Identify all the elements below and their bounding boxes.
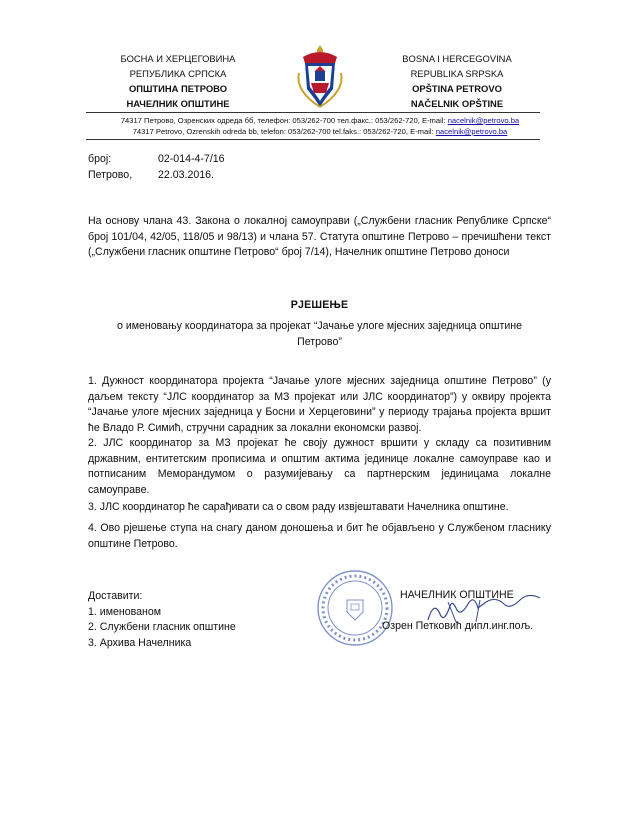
header-divider-top	[86, 112, 540, 113]
header-left-block	[73, 51, 283, 111]
signatory-title: НАЧЕЛНИК ОПШТИНЕ	[400, 589, 514, 601]
header-right-block	[352, 51, 562, 111]
decision-item-3: 3. ЈЛС координатор ће сарађивати са о свом раду извјештавати Начелника општине.	[88, 501, 509, 513]
coat-of-arms-icon	[293, 43, 347, 111]
header-left-entity: РЕПУБЛИКА СРПСКА	[129, 68, 227, 79]
signatory-name: Озрен Петковић дипл.инг.пољ.	[382, 620, 534, 632]
preamble-paragraph: На основу члана 43. Закона о локалној самоуправи („Службени гласник Републике Српске“ број 101/04, 42/05, 118/05 и 98/13) и члана 57. Статута општине Петрово – пречишћени текст („Службени гласник општине Петрово“ број 7/14), Начелник општине Петрово доноси	[88, 215, 551, 258]
decision-item-4: 4. Ово рјешење ступа на снагу даном доношења и бит ће објављено у Службеном гласнику општине Петрово.	[88, 522, 551, 550]
header-left-office: НАЧЕЛНИК ОПШТИНЕ	[126, 98, 230, 109]
delivery-item: 2. Службени гласник општине	[88, 621, 236, 633]
reference-date-value: 22.03.2016.	[158, 169, 214, 181]
header-divider-bottom	[86, 139, 540, 140]
contact-line-latin: 74317 Petrovo, Ozrenskih odreda bb, telefon: 053/262-700 tel.faks.: 053/262-720, E-mail: nacelnik@petrovo.ba	[132, 127, 508, 136]
email-link-cyrillic[interactable]: nacelnik@petrovo.ba	[447, 116, 520, 125]
decision-item-2: 2. ЈЛС координатор за МЗ пројекат ће своју дужност вршити у складу са позитивним државним, ентитетским прописима и општим актима јединице локалне самоуправе као и потписаним Меморандумом о разумијевању са партнерским јединицама локалне самоуправе.	[88, 437, 551, 496]
header-right-country: BOSNA I HERCEGOVINA	[402, 53, 512, 64]
email-link-latin[interactable]: nacelnik@petrovo.ba	[435, 127, 508, 136]
header-left-municipality: ОПШТИНА ПЕТРОВО	[128, 83, 228, 94]
reference-number-value: 02-014-4-7/16	[158, 153, 225, 165]
header-right-entity: REPUBLIKA SRPSKA	[410, 68, 504, 79]
delivery-item: 3. Архива Начелника	[88, 636, 192, 649]
contact-line-cyrillic: 74317 Петрово, Озренских одреда бб, телефон: 053/262-700 тел.факс.: 053/262-720, E-mail: nacelnik@petrovo.ba	[120, 116, 520, 125]
header-right-municipality: OPŠTINA PETROVO	[412, 83, 502, 94]
reference-number-label: број:	[88, 153, 112, 165]
reference-place-label: Петрово,	[88, 169, 133, 181]
delivery-heading: Доставити:	[88, 590, 143, 602]
header-left-country: БОСНА И ХЕРЦЕГОВИНА	[120, 53, 236, 64]
header-right-office: NAČELNIK OPŠTINE	[410, 98, 504, 109]
decision-title: РЈЕШЕЊЕ	[290, 299, 349, 311]
decision-subtitle: о именовању координатора за пројекат “Јачање улоге мјесних заједница општине Петрово”	[117, 320, 522, 348]
delivery-item: 1. именованом	[88, 605, 162, 618]
official-stamp-icon	[315, 568, 395, 648]
header-contact	[70, 115, 570, 137]
decision-item-1: 1. Дужност координатора пројекта “Јачање улоге мјесних заједница општине Петрово” (у даљем тексту “ЈЛС координатор за МЗ пројекат или ЈЛС координатор”) у оквиру пројекта “Јачање улоге мјесних заједница у Босни и Херцеговини” у периоду трајања пројекта вршит ће Владо Р. Симић, стручни сарадник за локални економски развој.	[88, 375, 551, 434]
delivery-block	[88, 589, 236, 651]
